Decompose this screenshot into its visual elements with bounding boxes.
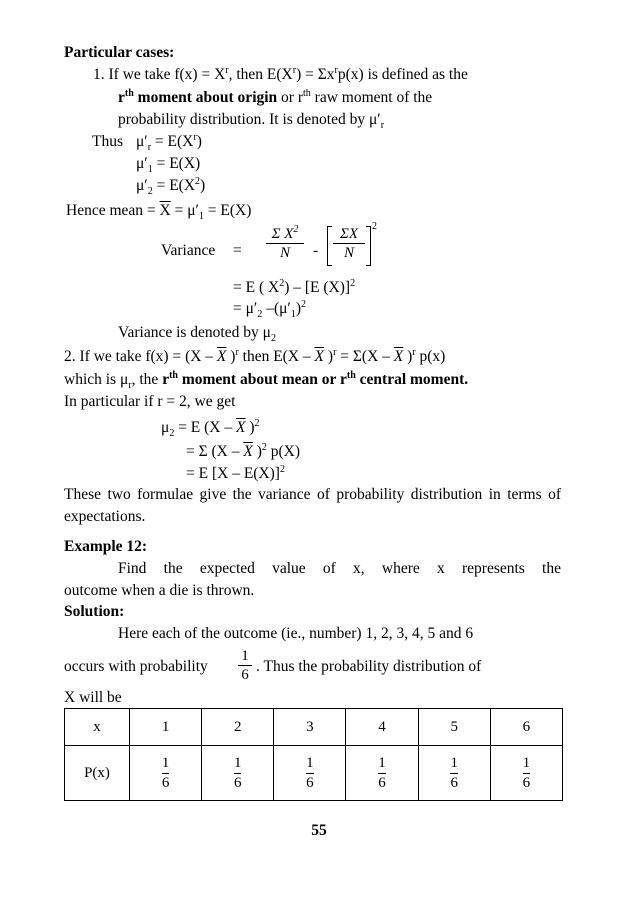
variance-notation: Variance is denoted by $\mu_2$: [118, 324, 276, 345]
solution-title: Solution:: [64, 603, 125, 620]
variance-fraction-2: $\frac{\Sigma X}{N}$: [333, 225, 365, 262]
table-cell-p: $\frac{1}{6}$: [490, 746, 562, 801]
mean-definition: Hence mean = $\overline{X} = \mu'_1 = E(X)$: [66, 202, 252, 223]
solution-line3: X will be: [64, 689, 122, 706]
bracket-exponent: 2: [372, 220, 377, 232]
mu2-line1: $\mu_2 = E$ ($X - \overline{X}$ )$^2$: [161, 417, 260, 440]
expectation-paragraph: These two formulae give the variance of probability distribution in terms of expectations.: [64, 486, 561, 525]
solution-line2-start: occurs with probability: [64, 658, 208, 675]
section-heading: Particular cases:: [64, 44, 175, 61]
table-cell-x: 3: [274, 709, 346, 746]
table-cell-x: 1: [130, 709, 202, 746]
left-bracket: [327, 226, 332, 266]
page-number: 55: [311, 822, 327, 839]
variance-equals: =: [233, 242, 242, 259]
table-row-x: [65, 709, 563, 746]
right-bracket: [366, 226, 371, 266]
variance-moments: = $\mu'_2$ $-(\mu'_1)^2$: [233, 298, 306, 321]
case1-line3: probability distribution. It is denoted by $\mu'_r$: [118, 111, 385, 132]
thus-label: Thus: [92, 133, 123, 150]
probability-distribution-table: [64, 708, 563, 801]
solution-line2-end: . Thus the probability distribution of: [256, 658, 482, 675]
example-title: Example 12:: [64, 538, 148, 555]
table-header-p: P(x): [65, 746, 130, 801]
table-cell-p: $\frac{1}{6}$: [418, 746, 490, 801]
variance-minus: -: [313, 242, 319, 259]
table-cell-p: $\frac{1}{6}$: [346, 746, 418, 801]
case1-line1: 1. If we take $f(x) = X^r$, then $E(X^r) = \Sigma x^rp(x)$ is defined as the: [93, 64, 468, 83]
case1-line2: $r^{th}$ moment about origin or $r^{th}$ raw moment of the: [118, 87, 433, 106]
table-cell-x: 2: [202, 709, 274, 746]
table-row-p: [65, 746, 563, 801]
mu2-line2: = Σ ($X - \overline{X}$ )$^2$ p(X): [186, 441, 301, 460]
thus-moment-r: $\mu'_r = E(X^r)$: [136, 131, 202, 154]
mu2-line3: = E [X – E(X)]$^2$: [186, 463, 285, 482]
variance-expectation: = E ( $X^2) - [E$ (X)]$^2$: [233, 277, 356, 296]
table-cell-p: $\frac{1}{6}$: [202, 746, 274, 801]
probability-fraction: $\frac{1}{6}$: [238, 647, 252, 684]
case2-line2: which is $\mu_r$, the $r^{th}$ moment about mean or $r^{th}$ central moment.: [64, 369, 469, 392]
table-cell-p: $\frac{1}{6}$: [130, 746, 202, 801]
case2-line3: In particular if r = 2, we get: [64, 393, 236, 410]
table-cell-x: 6: [490, 709, 562, 746]
example-question-line1: Find the expected value of x, where x represents the: [118, 560, 561, 577]
variance-fraction-1: $\frac{\Sigma X^2}{N}$: [266, 225, 304, 262]
thus-moment-1: $\mu'_1 = E(X)$: [136, 155, 201, 176]
example-question-line2: outcome when a die is thrown.: [64, 582, 255, 599]
table-header-x: x: [65, 709, 130, 746]
table-cell-x: 5: [418, 709, 490, 746]
case2-line1: 2. If we take $f(x) = (X - \overline{X}$ )$^r$ then $E(X - \overline{X}$ )$^r = \Sigma(X - \overline{X}$ )$^r$ p(x): [64, 346, 446, 365]
thus-moment-2: $\mu'_2 = E(X^2)$: [136, 175, 206, 198]
variance-label: Variance: [161, 242, 216, 259]
table-cell-x: 4: [346, 709, 418, 746]
table-cell-p: $\frac{1}{6}$: [274, 746, 346, 801]
solution-line1: Here each of the outcome (ie., number) 1, 2, 3, 4, 5 and 6: [118, 625, 474, 642]
